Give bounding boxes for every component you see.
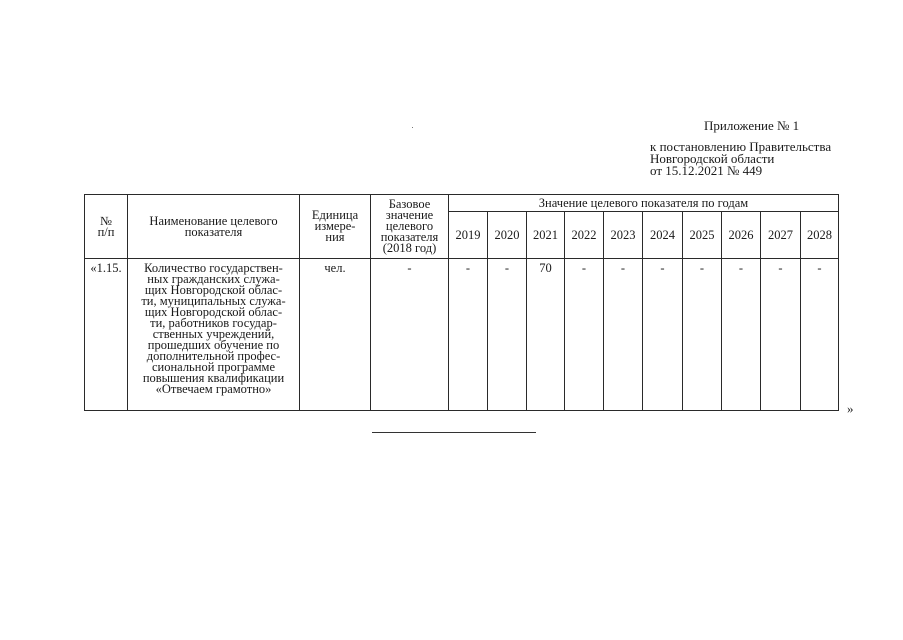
row-number: «1.15. — [85, 259, 128, 411]
column-header-number: № п/п — [85, 195, 128, 259]
separator-line — [372, 432, 536, 433]
year-value-2019: - — [449, 259, 488, 411]
closing-quote: » — [847, 401, 854, 416]
year-value-2026: - — [722, 259, 761, 411]
year-value-2025: - — [683, 259, 722, 411]
year-header: 2021 — [527, 212, 565, 259]
year-value-2027: - — [761, 259, 801, 411]
appendix-title: Приложение № 1 — [704, 118, 800, 133]
year-header: 2027 — [761, 212, 801, 259]
year-header: 2028 — [801, 212, 839, 259]
decree-reference — [650, 141, 831, 177]
decree-line: от 15.12.2021 № 449 — [650, 163, 763, 178]
year-value-2023: - — [604, 259, 643, 411]
table-row — [85, 259, 839, 411]
column-header-indicator-name: Наименование целевого показателя — [128, 195, 300, 259]
column-header-years-group: Значение целевого показателя по годам — [449, 195, 839, 212]
year-value-2022: - — [565, 259, 604, 411]
year-header: 2020 — [488, 212, 527, 259]
year-header: 2026 — [722, 212, 761, 259]
column-header-base-value: Базовое значение целевого показателя (2018 год) — [371, 195, 449, 259]
indicator-name: Количество государствен- ных гражданских служа- щих Новгородской облас- ти, муниципальных служа- щих Новгородской облас- ти, работников государ- ственных учреждений, прошедших обучение по дополнительной профес- сиональной программе повышения квалификации «Отвечаем грамотно» — [128, 259, 300, 411]
year-header: 2025 — [683, 212, 722, 259]
year-value-2020: - — [488, 259, 527, 411]
year-value-2021: 70 — [527, 259, 565, 411]
column-header-unit: Единица измере- ния — [300, 195, 371, 259]
year-value-2028: - — [801, 259, 839, 411]
target-indicators-table — [84, 194, 839, 411]
scan-speck — [412, 127, 413, 128]
year-header: 2019 — [449, 212, 488, 259]
year-header: 2024 — [643, 212, 683, 259]
year-header: 2023 — [604, 212, 643, 259]
unit-value: чел. — [300, 259, 371, 411]
year-value-2024: - — [643, 259, 683, 411]
decree-line: Новгородской области — [650, 151, 775, 166]
year-header: 2022 — [565, 212, 604, 259]
base-value: - — [371, 259, 449, 411]
decree-line: к постановлению Правительства — [650, 139, 832, 154]
